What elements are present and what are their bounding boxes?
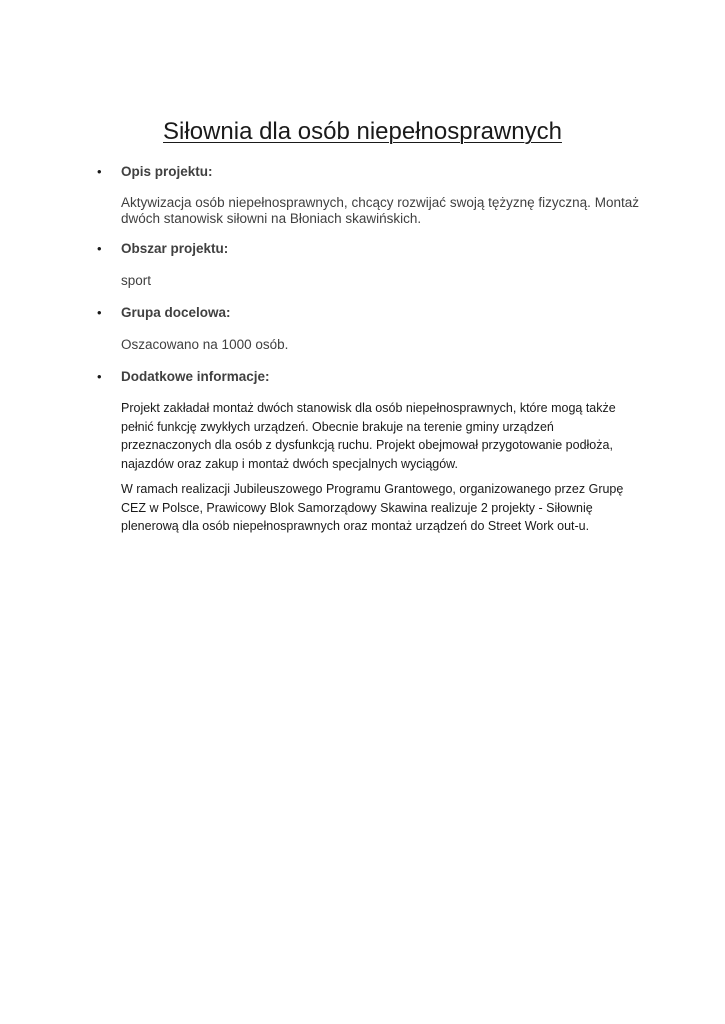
bullet-icon: • — [97, 305, 102, 320]
section-paragraph: Projekt zakładał montaż dwóch stanowisk dla osób niepełnosprawnych, które mogą także pełnić funkcję zwykłych urządzeń. Obecnie brakuje na terenie gminy urządzeń przeznaczonych dla osób z dysfunkcją ruchu. Projekt obejmował przygotowanie podłoża, najazdów oraz zakup i montaż dwóch specjalnych wyciągów. — [121, 401, 616, 471]
document-title: Siłownia dla osób niepełnosprawnych — [163, 118, 562, 145]
section-heading: Grupa docelowa: — [121, 305, 231, 320]
section-heading: Obszar projektu: — [121, 241, 229, 256]
bullet-icon: • — [97, 241, 102, 256]
section-heading: Opis projektu: — [121, 164, 213, 179]
bullet-icon: • — [97, 369, 102, 384]
section-paragraph: W ramach realizacji Jubileuszowego Programu Grantowego, organizowanego przez Grupę CEZ w Polsce, Prawicowy Blok Samorządowy Skawina realizuje 2 projekty - Siłownię plenerową dla osób niepełnosprawnych oraz montaż urządzeń do Street Work out-u. — [121, 482, 624, 533]
section-paragraph: sport — [121, 273, 152, 288]
section-heading: Dodatkowe informacje: — [121, 369, 270, 384]
section-paragraph: Aktywizacja osób niepełnosprawnych, chcący rozwijać swoją tężyznę fizyczną. Montaż dwóch stanowisk siłowni na Błoniach skawińskich. — [121, 195, 639, 226]
section-paragraph: Oszacowano na 1000 osób. — [121, 337, 289, 352]
bullet-icon: • — [97, 164, 102, 179]
